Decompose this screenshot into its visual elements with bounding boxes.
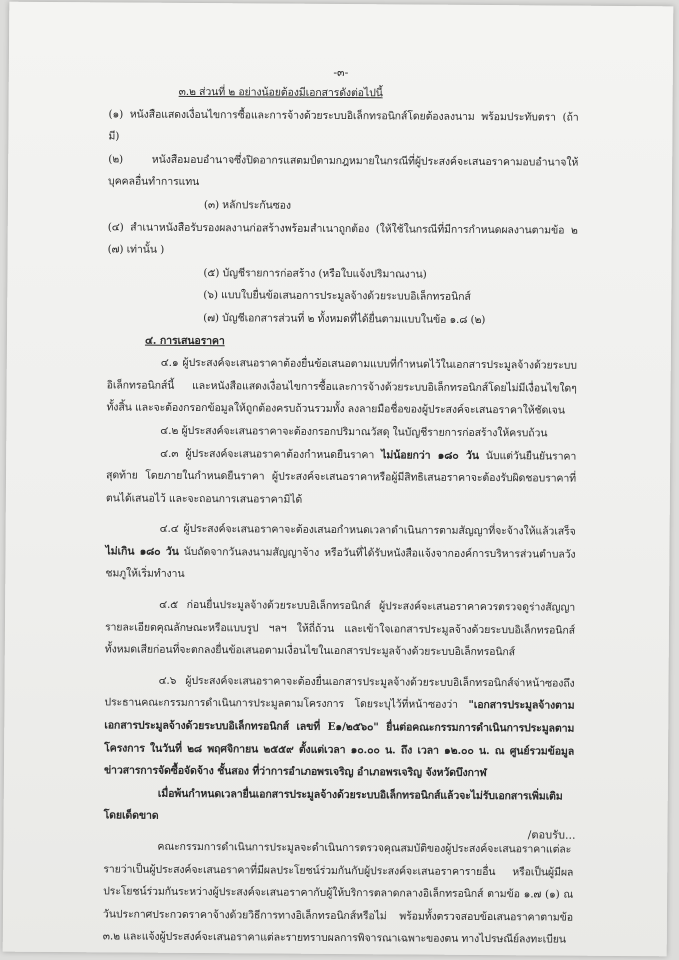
paragraph-4-3-rest: นับแต่วันยืนยันราคาสุดท้าย โดยภายในกำหนดยืนราคา ผู้ประสงค์จะเสนอราคาหรือผู้มีสิทธิเสนอราคาจะต้องรับผิดชอบราคาที่ตนได้เสนอไว้ และจะถอนการเสนอราคามิได้	[105, 449, 577, 506]
paragraph-4-6-bold: "เอกสารประมูลจ้างตามเอกสารประมูลจ้างด้วยระบบอิเล็กทรอนิกส์ เลขที่ E๑/๒๕๖๐" ยื่นต่อคณะกรรมการดำเนินการประมูลตามโครงการ ในวันที่ ๒๘ พฤศจิกายน ๒๕๕๙ ตั้งแต่เวลา ๑๐.๐๐ น. ถึง เวลา ๑๒.๐๐ น. ณ ศูนย์รวมข้อมูลข่าวสารการจัดซื้อจัดจ้าง ชั้นสอง ที่ว่าการอำเภอพรเจริญ อำเภอพรเจริญ จังหวัดบึงกาฬ	[103, 699, 575, 780]
paragraph-committee: คณะกรรมการดำเนินการประมูลจะดำเนินการตรวจคุณสมบัติของผู้ประสงค์จะเสนอราคาแต่ละรายว่าเป็นผู้ประสงค์จะเสนอราคาที่มีผลประโยชน์ร่วมกันกับผู้ประสงค์จะเสนอราคารายอื่น หรือเป็นผู้มีผลประโยชน์ร่วมกันระหว่างผู้ประสงค์จะเสนอราคากับผู้ให้บริการตลาดกลางอิเล็กทรอนิกส์ ตามข้อ ๑.๗ (๑) ณ วันประกาศประกวดราคาจ้างด้วยวิธีการทางอิเล็กทรอนิกส์หรือไม่ พร้อมทั้งตรวจสอบข้อเสนอราคาตามข้อ ๓.๒ และแจ้งผู้ประสงค์จะเสนอราคาแต่ละรายทราบผลการพิจารณาเฉพาะของตน ทางไปรษณีย์ลงทะเบียน	[102, 840, 574, 946]
paragraph-4-4-text: ๔.๔ ผู้ประสงค์จะเสนอราคาจะต้องเสนอกำหนดเวลาดำเนินการตามสัญญาที่จะจ้างให้แล้วเสร็จ	[159, 523, 576, 538]
paragraph-4-2: ๔.๒ ผู้ประสงค์จะเสนอราคาจะต้องกรอกปริมาณวัสดุ ในบัญชีรายการก่อสร้างให้ครบถ้วน	[160, 424, 548, 440]
section-4-title: ๔. การเสนอราคา	[144, 334, 225, 347]
paragraph-4-4-rest: นับถัดจากวันลงนามสัญญาจ้าง หรือวันที่ได้รับหนังสือแจ้งจากองค์การบริหารส่วนตำบลวังชมภูให้เริ่มทำงาน	[105, 545, 576, 581]
paragraph-4-6-text: ๔.๖ ผู้ประสงค์จะเสนอราคาจะต้องยื่นเอกสารประมูลจ้างด้วยระบบอิเล็กทรอนิกส์จ่าหน้าซองถึงประธานคณะกรรมการดำเนินการประมูลตามโครงการ โดยระบุไว้ที่หน้าซองว่า	[104, 674, 575, 712]
document-body	[103, 80, 579, 951]
paragraph-4-6	[104, 669, 575, 785]
document-page	[3, 2, 674, 957]
list-item: (๑) หนังสือแสดงเงื่อนไขการซื้อและการจ้างด้วยระบบอิเล็กทรอนิกส์โดยต้องลงนาม พร้อมประทับตรา (ถ้ามี)	[108, 107, 579, 143]
paragraph-4-5: ๔.๕ ก่อนยื่นประมูลจ้างด้วยระบบอิเล็กทรอนิกส์ ผู้ประสงค์จะเสนอราคาควรตรวจดูร่างสัญญา รายละเอียดคุณลักษณะหรือแบบรูป ฯลฯ ให้ถี่ถ้วน และเข้าใจเอกสารประมูลจ้างด้วยระบบอิเล็กทรอนิกส์ทั้งหมดเสียก่อนที่จะตกลงยื่นข้อเสนอตามเงื่อนไขในเอกสารประมูลจ้างด้วยระบบอิเล็กทรอนิกส์	[104, 598, 576, 659]
paragraph-4-3	[106, 442, 576, 513]
paragraph-4-4-bold: ไม่เกิน ๑๘๐ วัน	[105, 545, 179, 558]
paragraph-4-6-closing: เมื่อพ้นกำหนดเวลายื่นเอกสารประมูลจ้างด้วยระบบอิเล็กทรอนิกส์แล้วจะไม่รับเอกสารเพิ่มเติมโดยเด็ดขาด	[103, 787, 563, 823]
paragraph-4-3-text: ๔.๓ ผู้ประสงค์จะเสนอราคาต้องกำหนดยืนราคา	[160, 447, 382, 461]
list-item: (๗) บัญชีเอกสารส่วนที่ ๒ ทั้งหมดที่ได้ยื่นตามแบบในข้อ ๑.๘ (๒)	[203, 311, 486, 326]
paragraph-4-3-bold: ไม่น้อยกว่า ๑๘๐ วัน	[381, 448, 479, 462]
list-item: (๓) หลักประกันซอง	[203, 199, 291, 212]
continuation-note: /ตอบรับ...	[527, 828, 576, 842]
list-item: (๒) หนังสือมอบอำนาจซึ่งปิดอากรแสตมป์ตามกฎหมายในกรณีที่ผู้ประสงค์จะเสนอราคามอบอำนาจให้บุคคลอื่นทำการแทน	[108, 153, 579, 189]
list-item: (๖) แบบใบยื่นข้อเสนอการประมูลจ้างด้วยระบบอิเล็กทรอนิกส์	[203, 289, 471, 304]
page-number: -๓-	[333, 65, 349, 80]
list-item: (๕) บัญชีรายการก่อสร้าง (หรือใบแจ้งปริมาณงาน)	[203, 266, 427, 281]
paragraph-4-4	[105, 518, 575, 589]
section-3-2-title: ๓.๒ ส่วนที่ ๒ อย่างน้อยต้องมีเอกสารดังต่อไปนี้	[178, 85, 383, 100]
paragraph-4-1: ๔.๑ ผู้ประสงค์จะเสนอราคาต้องยื่นข้อเสนอตามแบบที่กำหนดไว้ในเอกสารประมูลจ้างด้วยระบบอิเล็กทรอนิกส์นี้ และหนังสือแสดงเงื่อนไขการซื้อและการจ้างด้วยระบบอิเล็กทรอนิกส์โดยไม่มีเงื่อนไขใดๆ ทั้งสิ้น และจะต้องกรอกข้อมูลให้ถูกต้องครบถ้วนรวมทั้ง ลงลายมือชื่อของผู้ประสงค์จะเสนอราคาให้ชัดเจน	[106, 356, 577, 417]
list-item: (๔) สำเนาหนังสือรับรองผลงานก่อสร้างพร้อมสำเนาถูกต้อง (ให้ใช้ในกรณีที่มีการกำหนดผลงานตามข้อ ๒ (๗) เท่านั้น )	[107, 220, 578, 256]
